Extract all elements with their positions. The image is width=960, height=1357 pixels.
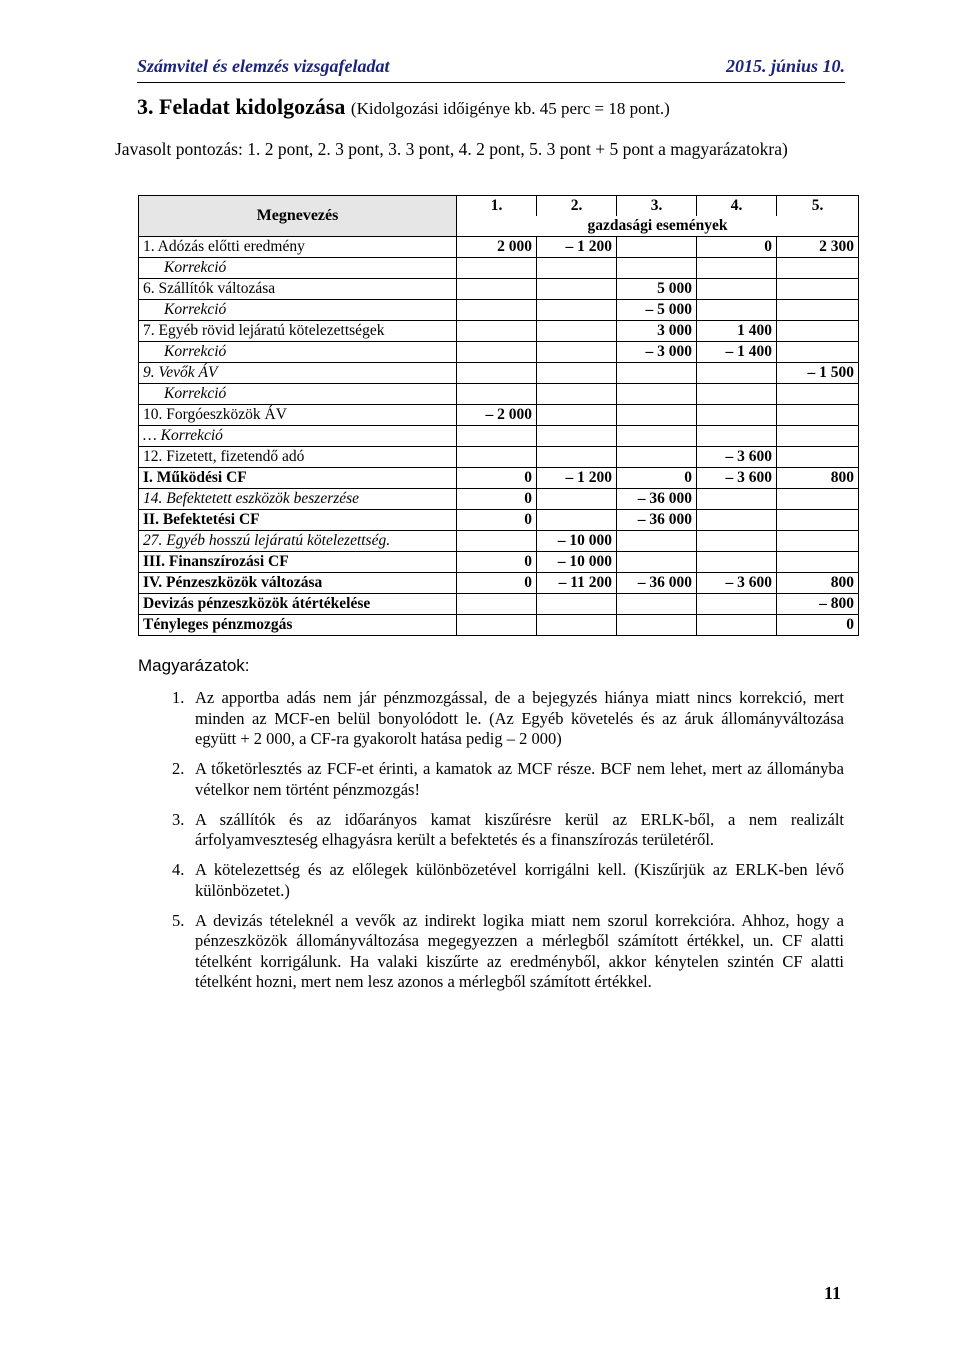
title-main: 3. Feladat kidolgozása	[137, 94, 346, 119]
list-item-number: 5.	[172, 910, 185, 930]
row-value-col-5: – 800	[777, 594, 859, 615]
list-item-number: 1.	[172, 688, 185, 707]
row-label: 27. Egyéb hosszú lejáratú kötelezettség.	[139, 531, 457, 552]
row-value-col-4	[697, 279, 777, 300]
row-value-col-2: – 1 200	[537, 237, 617, 258]
row-label: 9. Vevők ÁV	[139, 363, 457, 384]
list-item	[172, 688, 844, 750]
row-value-col-1: – 2 000	[457, 405, 537, 426]
row-label: I. Működési CF	[139, 468, 457, 489]
row-label: 12. Fizetett, fizetendő adó	[139, 447, 457, 468]
header-left-text: Számvitel és elemzés vizsgafeladat	[137, 56, 390, 76]
row-value-col-1: 0	[457, 489, 537, 510]
explanations-list	[172, 688, 844, 1002]
row-value-col-3: – 3 000	[617, 342, 697, 363]
table-row	[139, 279, 859, 300]
table-row	[139, 321, 859, 342]
header-span-label: gazdasági események	[457, 216, 859, 237]
row-value-col-1	[457, 363, 537, 384]
table-row	[139, 300, 859, 321]
header-name-cell: Megnevezés	[139, 196, 457, 237]
table-row	[139, 384, 859, 405]
list-item-text: A kötelezettség és az előlegek különbözetével korrigálni kell. (Kiszűrjük az ERLK-ben lévő különbözetet.)	[195, 860, 844, 900]
row-value-col-3: 3 000	[617, 321, 697, 342]
row-value-col-1	[457, 447, 537, 468]
row-value-col-3	[617, 447, 697, 468]
row-value-col-1	[457, 384, 537, 405]
list-item-text: A devizás tételeknél a vevők az indirekt logika miatt nem szorul korrekcióra. Ahhoz, hogy a pénzeszközök állományváltozása megegyezzen a mérlegből számított értékkel, un. CF alatti tételként korrigálunk. Ha valaki kiszűrte az eredményből, akkor kénytelen szintén CF alatti tételként hozni, mert nem lesz azonos a mérlegből számított értékkel.	[195, 910, 844, 991]
row-label: Tényleges pénzmozgás	[139, 615, 457, 636]
row-value-col-3: 0	[617, 468, 697, 489]
table-row	[139, 426, 859, 447]
row-value-col-5: – 1 500	[777, 363, 859, 384]
row-value-col-3	[617, 552, 697, 573]
row-value-col-2	[537, 321, 617, 342]
row-value-col-5	[777, 531, 859, 552]
row-value-col-4	[697, 258, 777, 279]
row-value-col-5: 0	[777, 615, 859, 636]
row-value-col-4	[697, 552, 777, 573]
header-col-3: 3.	[617, 196, 697, 217]
cashflow-table	[138, 195, 859, 636]
row-value-col-1	[457, 258, 537, 279]
title-sub-prefix: (Kidolgozási időigénye kb.	[350, 99, 540, 118]
row-value-col-2	[537, 405, 617, 426]
row-value-col-2	[537, 510, 617, 531]
row-value-col-5	[777, 342, 859, 363]
row-value-col-2	[537, 258, 617, 279]
row-value-col-1	[457, 594, 537, 615]
page-title	[137, 94, 670, 120]
row-value-col-3	[617, 405, 697, 426]
row-value-col-2	[537, 384, 617, 405]
row-value-col-4	[697, 405, 777, 426]
row-label: IV. Pénzeszközök változása	[139, 573, 457, 594]
header-col-2: 2.	[537, 196, 617, 217]
row-value-col-5	[777, 405, 859, 426]
row-value-col-4	[697, 363, 777, 384]
table-row	[139, 573, 859, 594]
row-value-col-2	[537, 447, 617, 468]
row-value-col-4: – 3 600	[697, 447, 777, 468]
row-value-col-5	[777, 300, 859, 321]
row-value-col-1	[457, 300, 537, 321]
row-value-col-1	[457, 321, 537, 342]
header-col-1: 1.	[457, 196, 537, 217]
row-value-col-3	[617, 258, 697, 279]
list-item-text: A szállítók és az időarányos kamat kiszűrésre kerül az ERLK-ből, a nem realizált árfolyamveszteség elhagyásra került a befektetés és a finanszírozás területéről.	[195, 809, 844, 849]
row-label: Korrekció	[139, 300, 457, 321]
title-sub	[351, 99, 670, 118]
row-value-col-5: 800	[777, 468, 859, 489]
row-label: 1. Adózás előtti eredmény	[139, 237, 457, 258]
explanations-title: Magyarázatok:	[138, 656, 250, 675]
list-item-text: Az apportba adás nem jár pénzmozgással, de a bejegyzés hiánya miatt nincs korrekció, mert minden az MCF-en belül bonyolódott le. (Az Egyéb követelés és az áruk állományváltozása együtt + 2 000, a CF-ra gyakorolt hatása pedig – 2 000)	[195, 688, 844, 748]
table-row	[139, 489, 859, 510]
row-value-col-2: – 11 200	[537, 573, 617, 594]
page-header	[137, 56, 845, 83]
title-sub-suffix: )	[664, 99, 670, 118]
row-value-col-4	[697, 510, 777, 531]
table-row	[139, 363, 859, 384]
table-row	[139, 342, 859, 363]
row-value-col-2	[537, 594, 617, 615]
row-value-col-4	[697, 426, 777, 447]
row-value-col-2	[537, 363, 617, 384]
row-value-col-5	[777, 489, 859, 510]
table-row	[139, 468, 859, 489]
row-value-col-1	[457, 279, 537, 300]
row-value-col-3: – 36 000	[617, 573, 697, 594]
row-value-col-1	[457, 426, 537, 447]
header-col-4: 4.	[697, 196, 777, 217]
row-value-col-3	[617, 594, 697, 615]
row-value-col-2	[537, 489, 617, 510]
row-value-col-5	[777, 510, 859, 531]
row-value-col-3	[617, 426, 697, 447]
row-label: Korrekció	[139, 258, 457, 279]
row-value-col-1: 0	[457, 552, 537, 573]
row-value-col-4: – 3 600	[697, 573, 777, 594]
row-value-col-5: 800	[777, 573, 859, 594]
row-value-col-2: – 10 000	[537, 552, 617, 573]
row-value-col-1	[457, 342, 537, 363]
row-value-col-4	[697, 300, 777, 321]
table-row	[139, 405, 859, 426]
row-value-col-5	[777, 258, 859, 279]
table-row	[139, 237, 859, 258]
row-label: … Korrekció	[139, 426, 457, 447]
list-item-number: 4.	[172, 860, 185, 879]
row-label: II. Befektetési CF	[139, 510, 457, 531]
table-row	[139, 447, 859, 468]
row-label: 10. Forgóeszközök ÁV	[139, 405, 457, 426]
row-value-col-5	[777, 447, 859, 468]
row-value-col-3	[617, 384, 697, 405]
row-value-col-3	[617, 615, 697, 636]
list-item-number: 2.	[172, 759, 185, 778]
row-value-col-4	[697, 489, 777, 510]
row-value-col-2: – 1 200	[537, 468, 617, 489]
row-value-col-5	[777, 321, 859, 342]
row-value-col-5	[777, 279, 859, 300]
row-label: 6. Szállítók változása	[139, 279, 457, 300]
row-value-col-4: 1 400	[697, 321, 777, 342]
row-value-col-2	[537, 279, 617, 300]
row-value-col-1: 2 000	[457, 237, 537, 258]
row-value-col-3: – 36 000	[617, 510, 697, 531]
list-item-text: A tőketörlesztés az FCF-et érinti, a kamatok az MCF része. BCF nem lehet, mert az állományba vételkor nem történt pénzmozgás!	[195, 759, 844, 799]
row-value-col-3	[617, 363, 697, 384]
row-label: Devizás pénzeszközök átértékelése	[139, 594, 457, 615]
row-value-col-2	[537, 426, 617, 447]
row-value-col-2	[537, 615, 617, 636]
row-value-col-3: – 36 000	[617, 489, 697, 510]
row-label: 7. Egyéb rövid lejáratú kötelezettségek	[139, 321, 457, 342]
row-value-col-1	[457, 531, 537, 552]
table-header-row	[139, 196, 859, 217]
page-number: 11	[824, 1283, 842, 1303]
row-value-col-4	[697, 615, 777, 636]
list-item	[172, 810, 844, 851]
table-row	[139, 258, 859, 279]
row-value-col-3	[617, 531, 697, 552]
row-value-col-5	[777, 426, 859, 447]
header-col-5: 5.	[777, 196, 859, 217]
header-date: 2015. június 10.	[725, 56, 845, 76]
row-value-col-1: 0	[457, 510, 537, 531]
table-row	[139, 615, 859, 636]
row-label: Korrekció	[139, 384, 457, 405]
row-value-col-4	[697, 384, 777, 405]
row-value-col-4: – 3 600	[697, 468, 777, 489]
row-value-col-2	[537, 300, 617, 321]
list-item-number: 3.	[172, 809, 185, 829]
row-label: 14. Befektetett eszközök beszerzése	[139, 489, 457, 510]
table-row	[139, 531, 859, 552]
row-value-col-3	[617, 237, 697, 258]
list-item	[172, 911, 844, 993]
row-value-col-1: 0	[457, 468, 537, 489]
row-value-col-5	[777, 384, 859, 405]
table-row	[139, 510, 859, 531]
row-value-col-4	[697, 531, 777, 552]
list-item	[172, 860, 844, 901]
list-item	[172, 759, 844, 800]
row-value-col-5	[777, 552, 859, 573]
row-value-col-2: – 10 000	[537, 531, 617, 552]
table-row	[139, 594, 859, 615]
row-value-col-1	[457, 615, 537, 636]
row-value-col-4: 0	[697, 237, 777, 258]
row-value-col-1: 0	[457, 573, 537, 594]
scoring-text: Javasolt pontozás: 1. 2 pont, 2. 3 pont, 3. 3 pont, 4. 2 pont, 5. 3 pont + 5 pont a magyarázatokra)	[115, 139, 788, 159]
row-value-col-4	[697, 594, 777, 615]
title-sub-bold: 45 perc = 18 pont.	[539, 99, 665, 118]
row-value-col-5: 2 300	[777, 237, 859, 258]
row-value-col-2	[537, 342, 617, 363]
row-value-col-3: 5 000	[617, 279, 697, 300]
row-label: III. Finanszírozási CF	[139, 552, 457, 573]
row-label: Korrekció	[139, 342, 457, 363]
table-row	[139, 552, 859, 573]
row-value-col-3: – 5 000	[617, 300, 697, 321]
row-value-col-4: – 1 400	[697, 342, 777, 363]
